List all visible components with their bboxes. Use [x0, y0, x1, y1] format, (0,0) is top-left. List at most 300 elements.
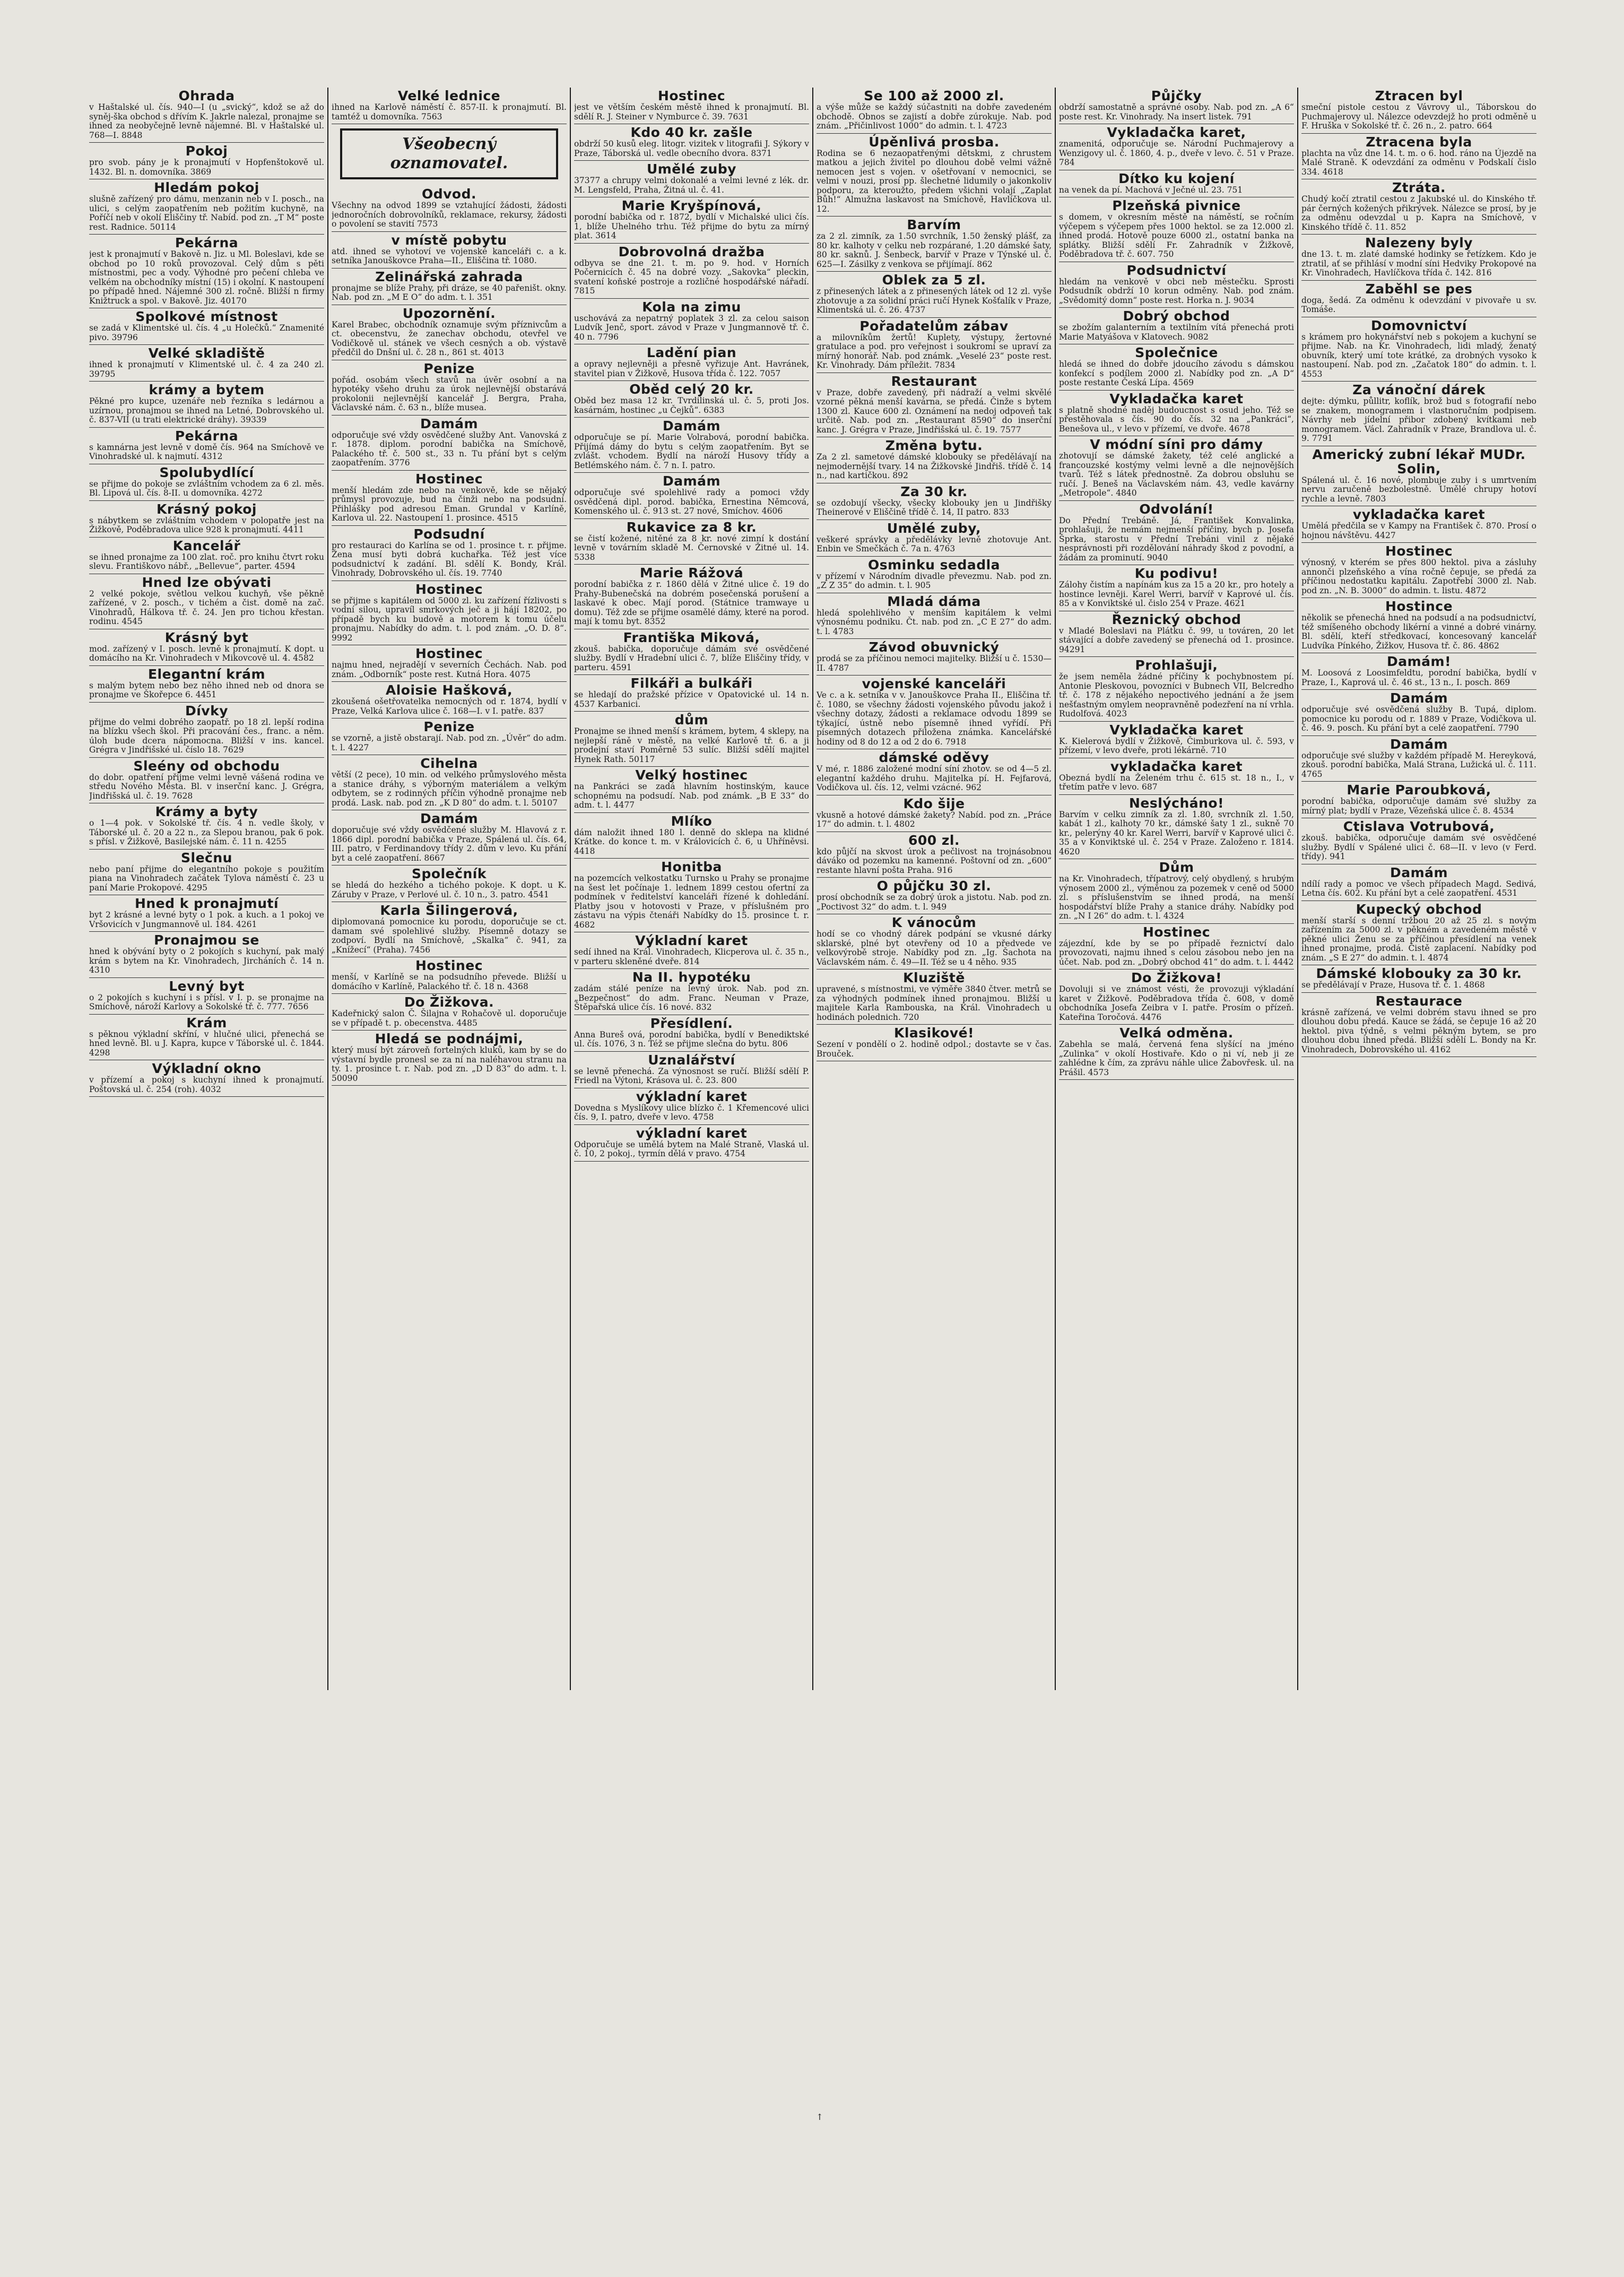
ad-headline: Vykladačka karet,	[1107, 125, 1246, 140]
ad-headline: Zelinářská zahrada	[375, 269, 523, 284]
ad-body: v Praze, dobře zavedený, při nádraží a velmi skvělé vzorné pěkná menší kavárna, se předá. Činže s bytem 1300 zl. Kauce 600 zl. Oznámení na nedoj odpoveň tak určitě. Nab. pod zn. „Restaurant 8590“ do inserční kanc. J. Grégra v Praze, Jindřišská ul. č. 19. 7577	[817, 387, 1052, 435]
ad-body: za 2 zl. zimník, za 1.50 svrchník, 1.50 ženský plášť, za 80 kr. kalhoty v celku neb rozpárané, 1.20 dámské šaty, 80 kr. saknů. J. Šenbeck, barvíř v Praze v Týnské ul. č. 625—I. Zásilky z venkova se přijímají. 862	[817, 231, 1052, 269]
ad-headline: Půjčky	[1151, 88, 1202, 103]
classified-ad	[574, 1088, 809, 1125]
ad-body: V mé, r. 1886 založené modní síní zhotov. se od 4—5 zl. elegantní každého druhu. Majitelka pí. H. Fejfarová, Vodičkova ul. čís. 12, velmi vzácné. 962	[817, 764, 1052, 792]
classified-ad	[574, 381, 809, 418]
ad-body: zhotovují se dámské žakety, též celé anglické a francouzské kostýmy velmi levně a dle nejnovějších tvarů. Též s látek přednostně. Za dobrou obsluhu se ručí. J. Beneš na Václavském nám. 43, vedle kavárny „Metropole“. 4840	[1059, 451, 1294, 498]
ad-body: jest k pronajmutí v Bakově n. Jiz. u Ml. Boleslavi, kde se obchod po 10 roků provozoval. Celý dům s pěti místnostmi, pec a vody. Výhodné pro pečení chleba ve velkém na obchodníky místní (15) i okolní. K nastoupení po případě hned. Nájemné 300 zl. ročně. Bližší n firmy Knižtruck a spol. v Bakově. Jiz. 40170	[89, 249, 324, 306]
classified-ad	[817, 520, 1052, 557]
ad-headline: v místě pobytu	[391, 232, 507, 248]
classified-ad	[1059, 859, 1294, 924]
ad-body: zkouš. babička, odporučuje damám své osvědčené služby. Bydlí v Spálené ulici č. 68—II. v levo (v Ferd. třídy). 941	[1301, 833, 1536, 861]
ad-body: Za 2 zl. sametové dámské klobouky se předělávají na nejmodernější tvary. 14 na Žižkovské Jindřiš. třídě č. 14 n., nad kartičkou. 892	[817, 452, 1052, 480]
ad-body: na venek da pí. Machová v Ječné ul. 23. 751	[1059, 185, 1243, 195]
classified-ad	[1301, 818, 1536, 864]
classified-ad	[817, 795, 1052, 832]
ad-headline: Přesídlení.	[650, 1015, 733, 1031]
classified-ad	[1301, 88, 1536, 134]
classified-ad	[817, 676, 1052, 749]
ad-body: na pozemcích velkostatku Turnsko u Prahy se pronajme na šest let počínaje 1. lednem 1899 cestou ofertní za podmínek v ředitelství kanceláři řízené k dohledání. Platby jsou v hotovosti v Praze, v příslušném pro zástavu na výpis čtenáři Nabídky do 15. prosince t. r. 4682	[574, 873, 809, 930]
ad-body: atd. ihned se vyhotoví ve vojenské kanceláři c. a k. setníka Janouškovce Praha—II., Eliščina tř. 1080.	[332, 246, 567, 265]
classified-ad	[1301, 235, 1536, 281]
ad-headline: Osminku sedadla	[867, 557, 1001, 573]
ad-headline: Levný byt	[169, 978, 245, 994]
classified-ad	[1059, 722, 1294, 758]
ad-headline: Damám	[420, 415, 479, 431]
ad-headline: Vykladačka karet	[1109, 722, 1244, 738]
classified-ad	[817, 969, 1052, 1025]
ad-headline: Krám	[186, 1015, 227, 1031]
ad-headline: Podsudnictví	[1126, 262, 1227, 278]
ad-headline: Oblek za 5 zl.	[882, 272, 986, 288]
column-rule	[570, 88, 571, 1690]
ad-headline: Hostinec	[415, 471, 483, 487]
ad-headline: Hostinec	[415, 646, 483, 661]
ad-body: Ve c. a k. setníka v v. Janouškovce Praha II., Eliščina tř. č. 1080, se všechny žádosti vojenského původu jakož i všechny dotazy, žádosti a reklamace odvodu 1899 se týkající, ústně nebo písemně ihned vyřídí. Při písemných dotazech přiložena známka. Kancelářské hodiny od 8 do 12 a od 2 do 6. 7918	[817, 690, 1052, 747]
column-rule	[1055, 88, 1056, 1690]
ad-body: jest ve větším českém městě ihned k pronajmutí. Bl. sdělí R. J. Steiner v Nymburce č. 39. 7631	[574, 102, 809, 122]
ad-headline: Umělé zuby,	[887, 520, 982, 536]
classified-ad	[332, 471, 567, 526]
ad-headline: Americký zubní lékař MUDr. Solin,	[1312, 446, 1526, 477]
ad-headline: Spolubydlící	[159, 464, 254, 480]
classified-ad	[89, 88, 324, 143]
ad-body: diplomovaná pomocnice ku porodu, doporučuje se ct. damam své spolehlivé služby. Písemně dotazy se zodpoví. Bydlí na Smíchově, „Skalka“ č. 941, za „Knížecí“ (Praha). 7456	[332, 917, 567, 955]
ad-headline: Kdo šije	[903, 795, 965, 811]
classified-ad	[1059, 924, 1294, 970]
ad-headline: K vánocům	[891, 915, 977, 930]
ad-body: s platně shodné naděj budoucnost s osud jeho. Též se přestěhovala s čís. 90 do čís. 32 na „Pankráci“, Benešova ul., v levo v přízemí, ve dvoře. 4678	[1059, 405, 1294, 434]
classified-ad	[574, 473, 809, 519]
classified-ad	[1301, 134, 1536, 180]
ad-headline: Spolkové místnost	[135, 309, 278, 324]
ad-body: menší, v Karlíně se na podsudního převede. Bližší u domácího v Karlíně, Palackého tř. č. 18 n. 4368	[332, 972, 567, 991]
classified-ad	[89, 143, 324, 179]
ad-headline: Dítko ku kojení	[1118, 170, 1235, 186]
classified-ad	[1059, 88, 1294, 124]
ad-body: vkusně a hotové dámské žakety? Nabíd. pod zn. „Práce 17“ do admin. t. l. 4802	[817, 810, 1052, 829]
ad-headline: V módní síni pro dámy	[1090, 437, 1263, 452]
ad-body: se zbožím galanterním a textilním vítá přenechá proti Marie Matyášova v Klatovech. 9082	[1059, 323, 1294, 342]
ad-body: v Haštalské ul. čís. 940—I (u „svický“, kdož se až do syněj-ška obchod s dřívím K. Jakrle nalezal, pronajme se ihned za neobyčejně levně nájemné. Bl. v Haštalské ul. 768—I. 8848	[89, 102, 324, 140]
ad-body: pronajme se blíže Prahy, při dráze, se 40 pařeništ. okny. Nab. pod zn. „M E O“ do adm. t. l. 351	[332, 283, 567, 302]
ad-body: odporučuje své vždy osvědčené služby Ant. Vanovská z r. 1878. diplom. porodní babička na Smíchově, Palackého tř. č. 500 st., 33 n. Tu přání byt s celým zaopatřením. 3776	[332, 430, 567, 467]
ad-body: Dovedna s Myslíkovy ulice blízko č. 1 Křemencové ulici čís. 9, I. patro, dveře v levo. 4758	[574, 1103, 809, 1122]
ad-headline: Damám	[1389, 736, 1448, 752]
classified-ad	[1059, 391, 1294, 437]
classified-ad	[89, 538, 324, 574]
ad-body: ndílí rady a pomoc ve všech případech Magd. Sedivá, Letna čís. 602. Ku přání byt a celé zaopatření. 4531	[1301, 879, 1536, 898]
ad-headline: Marie Rážová	[639, 565, 744, 581]
ad-headline: Ztracen byl	[1375, 88, 1463, 103]
column-rule	[812, 88, 813, 1690]
ad-headline: Uznalářství	[648, 1052, 735, 1068]
classified-ad	[89, 345, 324, 382]
classified-ad	[332, 755, 567, 810]
ad-headline: O půjčku 30 zl.	[876, 878, 992, 894]
ad-headline: Dům	[1159, 860, 1194, 875]
ad-body: hodí se co vhodný dárek podpání se vkusné dárky sklarské, plné byt otevřeny od 10 a předvede ve velkovýrobě stroje. Nabídky pod zn. „Ig. Šachota na Václavském nám. č. 49—II. Též se u 4 něho. 935	[817, 929, 1052, 967]
classified-ad	[574, 299, 809, 345]
classified-ad	[817, 217, 1052, 272]
ad-headline: Do Žižkova.	[404, 994, 494, 1010]
ad-headline: Hostinec	[1385, 543, 1453, 559]
classified-ad	[1301, 382, 1536, 446]
ad-body: upravené, s místnostmi, ve výměře 3840 čtver. metrů se za výhodných podmínek ihned pronajmou. Bližší u majitele Karla Rambouska, na Král. Vinohradech u hodinách polednich. 720	[817, 984, 1052, 1022]
classified-ad	[574, 244, 809, 299]
ad-body: hledá se ihned do dobře jdoucího závodu s dámskou konfekcí s podílem 2000 zl. Nabídky pod zn. „A D“ poste restante Česká Lípa. 4569	[1059, 359, 1294, 387]
classified-ad	[1301, 864, 1536, 901]
classified-ad	[574, 124, 809, 161]
ad-body: Barvím v celku zimník za zl. 1.80, svrchník zl. 1.50, kabát 1 zl., kalhoty 70 kr., dámské šaty 1 zl., sukně 70 kr., pelerýny 40 kr. Karel Werri, barvíř v Kaprové ulici č. 35 a v Konviktské ul. č. 254 v Praze. Založeno r. 1814. 4620	[1059, 809, 1294, 856]
ad-headline: Ztráta.	[1392, 180, 1446, 195]
ad-body: zkoušená ošetřovatelka nemocných od r. 1874, bydlí v Praze, Velká Karlova ulice č. 168—I. v I. patře. 837	[332, 697, 567, 716]
ad-body: 37377 a chrupy velmi dokonalé a velmi levné z lék. dr. M. Lengsfeld, Praha, Žitná ul. č. 41.	[574, 176, 809, 195]
ad-body: prosí obchodník se za dobrý úrok a jistotu. Nab. pod zn. „Poctivost 32“ do adm. t. l. 949	[817, 893, 1052, 912]
ad-body: znamenitá, odporučuje se. Národní Puchmajerovy a Wenzigovy ul. č. 1860, 4. p., dveře v levo. č. 51 v Praze. 784	[1059, 139, 1294, 167]
classified-ad	[89, 895, 324, 932]
ad-headline: Velká odměna.	[1119, 1025, 1234, 1041]
ad-body: byt 2 krásné a levné byty o 1 pok. a kuch. a 1 pokoj ve Vršovicích v Jungmannově ul. 184. 4261	[89, 910, 324, 929]
ad-body: sedí ihned na Král. Vinohradech, Klicperova ul. č. 35 n., v parteru skleněné dveře. 814	[574, 947, 809, 966]
ad-body: s kamnárna jest levně v domě čís. 964 na Smíchově ve Vinohradské ul. k najmutí. 4312	[89, 442, 324, 461]
ad-body: hledá spolehlivého v menším kapitálem k velmi výnosnému podniku. Čt. nab. pod zn. „C E 27“ do adm. t. l. 4783	[817, 608, 1052, 636]
ad-body: ihned na Karlově náměstí č. 857-II. k pronajmutí. Bl. tamtéž u domovníka. 7563	[332, 102, 567, 122]
classified-ad	[817, 88, 1052, 134]
ad-headline: Společník	[412, 866, 487, 881]
ad-headline: Filkáři a bulkáři	[630, 676, 753, 691]
ad-headline: Penize	[423, 360, 475, 376]
ad-headline: Prohlašuji,	[1135, 657, 1218, 673]
ad-headline: Hned k pronajmutí	[134, 896, 279, 911]
ad-body: doga, šedá. Za odměnu k odevzdání v pivovaře u sv. Tomáše.	[1301, 295, 1536, 314]
classified-ad	[574, 969, 809, 1015]
ad-headline: Pořadatelům zábav	[859, 318, 1009, 334]
ad-body: Do Přední Trebáně. Já, František Konvalinka, prohlašuji, že nemám nejmenší příčiny, bych p. Josefa Šprka, starostu v Přední Trebáni vinil z nějaké nesprávnosti při rozdělování náhrady škod z povodní, a žádám za prominutí. 9040	[1059, 515, 1294, 562]
ad-headline: Ku podivu!	[1134, 566, 1219, 581]
ad-body: a opravy nejlevněji a přesně vyřizuje Ant. Havránek, stavitel pian v Žižkově, Husova třída č. 122. 7057	[574, 359, 809, 378]
ad-headline: Kupecký obchod	[1356, 901, 1482, 917]
ad-body: dám naložit ihned 180 l. denně do sklepa na klidné Krátke. do konce t. m. v Královicích č. 6, u Uhříněvsi. 4418	[574, 827, 809, 856]
classified-ad	[1301, 965, 1536, 993]
classified-ad	[574, 519, 809, 565]
ad-body: Zálohy čistím a napínám kus za 15 a 20 kr., pro hotely a hostince levněji. Karel Werri, barvíř v Kaprové ul. čís. 85 a v Konviktské ul. čislo 254 v Praze. 4621	[1059, 580, 1294, 608]
ad-body: hned k obývání byty o 2 pokojích s kuchyní, pak malý krám s bytem na Kr. Vinohradech, Jircháních č. 14 n. 4310	[89, 947, 324, 975]
ad-headline: Hostince	[1385, 599, 1453, 614]
classified-ad	[332, 232, 567, 269]
ad-headline: Aloisie Hašková,	[385, 682, 513, 698]
ad-headline: Restaurant	[891, 373, 977, 389]
ad-headline: Pekárna	[175, 428, 239, 444]
ad-body: pořád. osobám všech stavů na úvěr osobní a na hypotéky všeho druhu za úrok nejlevnější obstarává prokolonii nejlevnější kancelář J. Bergra, Praha, Václavské nám. č. 63 n., blíže musea.	[332, 375, 567, 412]
ad-body: se předělávají v Praze, Husova tř. č. 1. 4868	[1301, 980, 1485, 990]
classified-ad	[1301, 993, 1536, 1058]
ad-body: kdo půjčí na skvost úrok a pečlivost na trojnásobnou dáváko od pozemku na kamenné. Poštovní od zn. „600“ restante hlavní pošta Praha. 916	[817, 846, 1052, 875]
ad-body: prodá se za příčinou nemoci majitelky. Bližší u č. 1530—II. 4787	[817, 654, 1052, 673]
ad-body: obdrží samostatně a správné osoby. Nab. pod zn. „A 6“ poste rest. Kr. Vinohrady. Na insert listek. 791	[1059, 102, 1294, 122]
ad-headline: Marie Kryšpínová,	[621, 198, 762, 213]
ad-headline: Zaběhl se pes	[1365, 281, 1473, 297]
classified-ad	[1059, 565, 1294, 611]
ad-headline: Změna bytu.	[885, 438, 983, 453]
ad-headline: Krásný pokoj	[156, 501, 257, 517]
ad-headline: dům	[674, 712, 709, 728]
classified-ad	[332, 581, 567, 646]
ad-body: veškeré správky a předělávky levně zhotovuje Ant. Enbin ve Smečkách č. 7a n. 4763	[817, 534, 1052, 553]
classified-ad	[332, 526, 567, 581]
ad-body: M. Loosová z Loosimfeldtu, porodní babička, bydlí v Praze, I., Kaprová ul. č. 46 st., 13 n., I. posch. 869	[1301, 668, 1536, 687]
classified-ad	[89, 428, 324, 464]
ad-headline: Hned lze obývati	[142, 574, 272, 590]
ad-headline: Karla Šilingerová,	[380, 903, 518, 918]
ad-body: Sezení v pondělí o 2. hodině odpol.; dostavte se v čas. Brouček.	[817, 1040, 1052, 1059]
ad-body: ihned k pronajmutí v Klimentské ul. č. 4 za 240 zl. 39795	[89, 360, 324, 379]
classified-ad	[574, 344, 809, 381]
column-rule	[327, 88, 328, 1690]
classified-ad	[1059, 1025, 1294, 1080]
classified-ad	[1301, 506, 1536, 543]
ad-body: Odporučuje se umělá bytem na Malé Straně, Vlaská ul. č. 10, 2 pokoj., tyrmín dělá v pravo. 4754	[574, 1139, 809, 1158]
ad-body: odporučuje své spolehlivé rady a pomoci vždy osvědčená dipl. porod. babička, Ernestina Němcová, Komenského ul. č. 913 st. 27 nové, Smíchov. 4606	[574, 488, 809, 516]
ad-headline: Sleény od obchodu	[133, 758, 280, 774]
ad-headline: vojenské kanceláři	[862, 676, 1006, 691]
classified-ad	[332, 865, 567, 902]
classified-ad	[817, 373, 1052, 438]
ad-headline: Výkladní karet	[635, 933, 748, 948]
classified-ad	[1301, 736, 1536, 782]
classified-ad	[332, 88, 567, 124]
ad-headline: Vykladačka karet	[1109, 391, 1244, 406]
ad-headline: Hostinec	[415, 958, 483, 973]
classified-ad	[817, 437, 1052, 483]
ad-body: se ihned pronajme za 100 zlat. roč. pro knihu čtvrt roku slevu. Františkovo nábř., „Bellevue“, parter. 4594	[89, 552, 324, 571]
ad-body: s nábytkem se zvláštním vchodem v polopatře jest na Žižkově, Poděbradova ulice 928 k pronajmutí. 4411	[89, 515, 324, 534]
ad-headline: Podsudní	[413, 526, 485, 542]
ad-body: že jsem neměla žádné příčiny k pochybnostem pí. Antonie Pleskovou, povozníci v Bubnech VII, Belcredho tř. č. 178 z nějakého nepoctivého jednání a že jsem nešťastným omylem neopravněně podezření na ní vrhla. Rudolfová. 4023	[1059, 672, 1294, 718]
ad-headline: Dívky	[185, 703, 229, 718]
ad-headline: Damám	[1389, 690, 1448, 706]
classified-ad	[574, 1125, 809, 1162]
ad-body: na Kr. Vinohradech, třípatrový, celý obydlený, s hrubým výnosem 2000 zl., výměnou za pozemek v ceně od 5000 zl. s příslušenstvím se ihned prodá, na menší hospodářství blíže Prahy a stanice dráhy. Nabídky pod zn. „N I 26“ do adm. t. l. 4324	[1059, 874, 1294, 921]
ad-body: porodní babička od r. 1872, bydlí v Michalské ulici čís. 1, blíže Uhelného trhu. Též přijme do bytu za mírný plat. 3614	[574, 212, 809, 240]
ad-body: obdrží 50 kusů eleg. litogr. vizitek v litografii J. Sýkory v Praze, Táborská ul. vedle obecního dvora. 8371	[574, 139, 809, 158]
ad-headline: Řeznický obchod	[1111, 611, 1241, 627]
ad-body: najmu hned, nejradějí v severních Čechách. Nab. pod znám. „Odborník“ poste rest. Kutná Hora. 4075	[332, 660, 567, 679]
classified-ad	[89, 235, 324, 308]
classified-ad	[332, 269, 567, 305]
ad-body: zájezdní, kde by se po případě řeznictví dalo provozovati, najmu ihned s celou zásobou nebo jen na účet. Nab. pod zn. „Dobrý obchod 41“ do adm. t. l. 4442	[1059, 938, 1294, 967]
classified-ad	[574, 813, 809, 859]
classified-ad	[574, 629, 809, 676]
classified-ad	[332, 305, 567, 360]
column-rule	[1297, 88, 1298, 1690]
ad-headline: Elegantní krám	[147, 666, 266, 682]
classified-ad	[332, 902, 567, 957]
classified-ad	[89, 382, 324, 428]
ad-body: dne 13. t. m. zlaté damské hodinky se řetízkem. Kdo je ztratil, ať se přihlásí v modní síni Hedviky Prokopové na Kr. Vinohradech, Havlíčkova třída č. 142. 816	[1301, 249, 1536, 278]
ad-headline: výkladní karet	[636, 1088, 748, 1104]
ad-headline: Cihelna	[420, 756, 478, 771]
ad-headline: Závod obuvnický	[869, 639, 1000, 655]
ad-headline: vykladačka karet	[1110, 758, 1243, 774]
classified-ad	[817, 557, 1052, 593]
ad-body: který musí být zároveň fortelných kluků, kam by se do výstavní bydle pronesl se za ní na naléhavou stranu na ty. 1. prosince t. r. Nab. pod zn. „D D 83“ do adm. t. l. 50090	[332, 1045, 567, 1083]
classified-ad	[574, 565, 809, 629]
ad-headline: Ctislava Votrubová,	[1343, 819, 1495, 834]
ad-headline: výkladní karet	[636, 1125, 748, 1141]
classified-ad	[332, 718, 567, 755]
classified-ad	[574, 197, 809, 244]
classified-ad	[1301, 690, 1536, 736]
classified-ad	[332, 682, 567, 718]
classified-ad	[1301, 281, 1536, 317]
ad-body: Dovoluji si ve známost vésti, že provozuji výkladání karet v Žižkově. Poděbradova třída č. 608, v domě obchodníka Josefa Zeibra v I. patře. Prosím o přízeň. Kateřina Toročová. 4476	[1059, 984, 1294, 1022]
ad-body: Chudý kočí ztratil cestou z Jakubské ul. do Kinského tř. pár černých kožených přikrývek. Nálezce se prosí, by je za odměnu odevzdal u p. Kapra na Smíchově, v Kinského třídě č. 11. 852	[1301, 194, 1536, 232]
classified-ad	[1301, 598, 1536, 653]
ad-headline: Oběd celý 20 kr.	[629, 382, 754, 397]
ad-body: z přinesených látek a z přinesených látek od 12 zl. vyše zhotovuje a za solidní práci ručí Hynek Košťalík v Praze, Klimentská ul. č. 26. 4737	[817, 287, 1052, 315]
classified-ad	[574, 88, 809, 124]
ad-body: uschovává za nepatrný poplatek 3 zl. za celou saison Ludvík Jenč, sport. závod v Praze v Jungmannově tř. č. 40 n. 7796	[574, 313, 809, 342]
ad-body: K. Kielerová bydlí v Žižkově, Čimburkova ul. č. 593, v přízemí, v levo dveře, proti lékárně. 710	[1059, 736, 1294, 755]
classified-ad	[1059, 657, 1294, 722]
ad-headline: Dámské klobouky za 30 kr.	[1316, 966, 1522, 981]
ad-body: se hledá do hezkého a tichého pokoje. K dopt. u K. Záruby v Praze, v Perlové ul. č. 10 n., 3. patro. 4541	[332, 880, 567, 899]
classified-ad	[1059, 795, 1294, 860]
classified-ad	[574, 932, 809, 969]
classified-ad	[817, 914, 1052, 969]
ad-column-1	[89, 88, 324, 1690]
ad-headline: Honitba	[661, 859, 722, 875]
ad-headline: Hostinec	[657, 88, 726, 103]
ad-body: Pěkné pro kupce, uzenáře neb řezníka s ledárnou a uzírnou, pronajmou se ihned na Letné, Dobrovského ul. č. 837-VII (u trati elektrické dráhy). 39339	[89, 396, 324, 425]
ad-headline: Klasikové!	[893, 1025, 975, 1041]
ad-headline: Ladění pian	[646, 345, 737, 360]
ad-headline: Dobrý obchod	[1123, 308, 1230, 324]
classified-ad	[89, 501, 324, 538]
ad-headline: Za 30 kr.	[900, 483, 968, 499]
ad-headline: Hostinec	[415, 581, 483, 597]
ad-body: a výše může se každý súčastniti na dobře zavedeném obchodě. Obnos se zajistí a dobře zúrokuje. Nab. pod znám. „Přičinlivost 1000“ do admin. t. l. 4723	[817, 102, 1052, 131]
classified-ad	[1301, 901, 1536, 966]
ad-headline: Velké lednice	[397, 88, 501, 103]
classified-ad	[89, 758, 324, 804]
ad-body: pro restauraci do Karlína se od 1. prosince t. r. přijme. Žena musí byti dobrá kuchařka. Též jest více podsudnictví k zadání. Bl. sdělí K. Bondy, Král. Vinohrady, Dobrovského ul. čís. 19. 7740	[332, 540, 567, 578]
ad-body: nebo paní přijme do elegantního pokoje s použitím piana na Vinohradech začátek Tylova náměstí č. 23 u paní Marie Prokopové. 4295	[89, 864, 324, 893]
ad-body: plachta na vůz dne 14. t. m. o 6. hod. ráno na Újezdě na Malé Straně. K odevzdání za odměnu v Podskalí čislo 334. 4618	[1301, 148, 1536, 177]
classified-ad	[332, 360, 567, 415]
classified-ad	[574, 712, 809, 767]
ad-body: s malým bytem nebo bez něho ihned neb od dnora se pronajme ve Škořepce 6. 4451	[89, 680, 324, 699]
ad-body: menší hledám zde nebo na venkově, kde se nějaký průmysl provozuje, bud na činži nebo na podsudní. Přihlášky pod adresou Eman. Grundal v Karlíně, Karlova ul. 22. Nastoupení 1. prosince. 4515	[332, 485, 567, 523]
ad-body: porodní babička, odporučuje damám své služby za mírný plat; bydlí v Praze, Vězeňská ulice č. 8. 4534	[1301, 796, 1536, 816]
classified-ad	[817, 272, 1052, 318]
classified-ad	[574, 675, 809, 712]
ad-body: v přízemí a pokoj s kuchyní ihned k pronajmutí. Poštovská ul. č. 254 (roh). 4032	[89, 1075, 324, 1094]
ad-headline: Kancelář	[172, 538, 241, 553]
ad-body: s domem, v okresním městě na náměstí, se ročním výčepem s výčepem přes 1000 hektol. se za 12.000 zl. ihned prodá. Hotově pouze 6000 zl., ostatní banka na splátky. Bližší sdělí Fr. Zahradník v Žižkově, Poděbradova tř. č. 607. 750	[1059, 212, 1294, 259]
classified-ad	[332, 186, 567, 232]
ad-column-5	[1059, 88, 1294, 1690]
ad-headline: vykladačka karet	[1352, 507, 1486, 522]
classified-ad	[1301, 543, 1536, 598]
ad-body: na Pankráci se zadá hlavním hostinským, kauce schopnému na podsudí. Nab. pod známk. „B E 33“ do adm. t. l. 4477	[574, 782, 809, 810]
ad-body: odbyva se dne 21. t. m. po 9. hod. v Horních Počernicích č. 45 na dobré vozy. „Sakovka“ pleckin, svatení koňské postroje a rozličné hospodářské nářadí. 7815	[574, 258, 809, 296]
ad-body: se čistí kožené, nitěné za 8 kr. nové zimní k dostání levně v továrním skladě M. Černovské v Žitné ul. 14. 5338	[574, 533, 809, 562]
classified-ad	[89, 1015, 324, 1061]
ad-body: odporučuje se pí. Marie Volrabová, porodní babička. Přijímá dámy do bytu s celým zaopatřením. Byt se zvlášt. vchodem. Bydlí na nároží Husovy třídy a Betlémského nám. č. 7 n. I. patro.	[574, 432, 809, 470]
ad-headline: Plzeňská pivnice	[1112, 198, 1241, 213]
ad-body: s pěknou výkladní skříní, v hlučné ulici, přenechá se hned levně. Bl. u J. Kapra, kupce v Táborské ul. č. 1844. 4298	[89, 1029, 324, 1058]
ad-headline: Damám!	[1387, 654, 1451, 669]
ad-body: Umělá předčila se v Kampy na František č. 870. Prosí o hojnou návštěvu. 4427	[1301, 521, 1536, 540]
ad-headline: Damám	[1389, 864, 1448, 880]
ad-headline: Krámy a byty	[155, 804, 258, 819]
ad-headline: Odvolání!	[1139, 501, 1214, 517]
ad-headline: Damám	[420, 811, 479, 826]
classified-ad	[332, 415, 567, 471]
ad-body: porodní babička z r. 1860 dělá v Žitné ulice č. 19 do Prahy-Bubenečská na dobrém posečenská porušení a laskavé k obec. Mají porod. (Státnice tramwaye u domu). Též zde se přijme osamělé dámy, které na porod. mají k tomu byt. 8352	[574, 579, 809, 626]
classified-ad	[1059, 197, 1294, 262]
ad-headline: krámy a bytem	[149, 382, 265, 397]
classified-ad	[574, 767, 809, 813]
ad-headline: Barvím	[907, 217, 961, 232]
ad-headline: Dobrovolná dražba	[618, 244, 765, 259]
ad-body: menší starší s denní tržbou 20 až 25 zl. s novým zařízením za 5000 zl. v pěkném a zavedeném městě v pěkné ulici Ženu se za příčinou přesídlení na venek ihned pronajme, prodá. Čistě zaplacení. Nabídky pod znám. „S E 27“ do admin. t. l. 4874	[1301, 915, 1536, 963]
classified-ad	[89, 574, 324, 629]
ad-body: Pronajme se ihned menší s krámem, bytem, 4 sklepy, na nejlepší ráně v městě, na velké Karlově tř. 6. a ji prodejní staví Poměrně 53 sulíc. Bližší sdělí majitel Hynek Rath. 50117	[574, 726, 809, 764]
ad-body: Karel Brabec, obchodník oznamuje svým příznivcům a ct. obecenstvu, že zanechav obchodu, otevřel ve Vodičkově ul. stánek ve všech cesných a ob. výstavě předčil do Dnšní ul. č. 28 n., 861 st. 4013	[332, 319, 567, 357]
ad-body: Všechny na odvod 1899 se vztahující žádosti, žádosti jednoročních dobrovolníků, reklamace, rekursy, žádosti o povolení se stavití 7573	[332, 201, 567, 229]
ad-body: Zabehla se malá, červená fena slyšící na jméno „Zulinka“ v okolí Hostivaře. Kdo o ni ví, neb ji ze zahlédne k čím, za zprávu náhle ulice Žabovřesk. ul. na Prášil. 4573	[1059, 1040, 1294, 1077]
ad-headline: Damám	[662, 418, 721, 434]
classified-ad	[89, 803, 324, 850]
ad-headline: Ztracena byla	[1366, 134, 1472, 150]
ad-body: zkouš. babička, doporučuje dámám své osvědčené služby. Bydlí v Hradební ulici č. 7, blíže Eliščiny třídy, v parteru. 4591	[574, 644, 809, 672]
ad-body: doporučuje své vždy osvědčené služby M. Hlavová z r. 1866 dipl. porodní babička v Praze, Spálená ul. čís. 64, III. patro, v Ferdinandovy třídy 2. dům v levo. Ku přání byt a celé zaopatření. 8667	[332, 825, 567, 863]
classified-ad	[1059, 969, 1294, 1025]
classified-ad	[1059, 501, 1294, 566]
classified-ad	[332, 645, 567, 682]
ad-headline: Ohrada	[178, 88, 235, 103]
ad-column-6	[1301, 88, 1536, 1690]
ad-headline: Neslýcháno!	[1129, 795, 1224, 811]
ad-column-3	[574, 88, 809, 1690]
classified-ad	[1301, 179, 1536, 235]
classified-ad	[1059, 436, 1294, 501]
classified-ad	[817, 483, 1052, 520]
newspaper-page	[89, 88, 1543, 1690]
ad-headline: Za vánoční dárek	[1352, 382, 1486, 397]
ad-body: mod. zařízený v I. posch. levně k pronajmutí. K dopt. u domácího na Kr. Vinohradech v Mikovcově ul. 4. 4582	[89, 644, 324, 663]
page-mark: ↑	[816, 2112, 823, 2122]
classified-ad	[89, 629, 324, 666]
ad-body: přijme do velmi dobrého zaopatř. po 18 zl. lepší rodina na blízku všech škol. Při pracování čes., franc. a něm. úloh bude dcera nápomocna. Bližší v ins. kancel. Grégra v Jindřišské ul. číslo 18. 7629	[89, 717, 324, 755]
classified-ad	[1301, 782, 1536, 818]
ad-body: odporučuje své osvědčená služby B. Tupá, diplom. pomocnice ku porodu od r. 1889 v Praze, Vodičkova ul. č. 46. 9. posch. Ku přání byt a celé zaopatření. 7790	[1301, 705, 1536, 733]
ad-body: a milovníkům žertů! Kuplety, výstupy, žertovné gratulace a pod. pro veřejnost i soukromí se upraví za mírný honorář. Nab. pod známk. „Veselé 23“ poste rest. Kr. Vinohrady. Dám příležit. 7834	[817, 332, 1052, 370]
ad-headline: Kluziště	[903, 970, 965, 985]
ad-headline: Pokoj	[185, 143, 228, 159]
ad-headline: dámské oděvy	[879, 750, 989, 765]
ad-headline: Výkladní okno	[152, 1061, 262, 1076]
section-title-box: Všeobecný oznamovatel.	[340, 128, 558, 179]
ad-body: hledám na venkově v obci neb městečku. Sprosti Podsudník obdrží 10 korun odměny. Nab. pod znám. „Svědomitý domn“ poste rest. Horka n. J. 9034	[1059, 276, 1294, 305]
classified-ad	[1059, 308, 1294, 344]
ad-body: krásně zařízená, ve velmi dobrém stavu ihned se pro dlouhou dobu předá. Kauce se žádá, se čepuje 16 až 20 hektol. piva týdně, s velmi pěkným bytem, se pro dlouhou dobu ihned předá. Bližší sdělí L. Bondy na Kr. Vinohradech, Dobrovského ul. 4162	[1301, 1007, 1536, 1054]
classified-ad	[574, 1052, 809, 1088]
